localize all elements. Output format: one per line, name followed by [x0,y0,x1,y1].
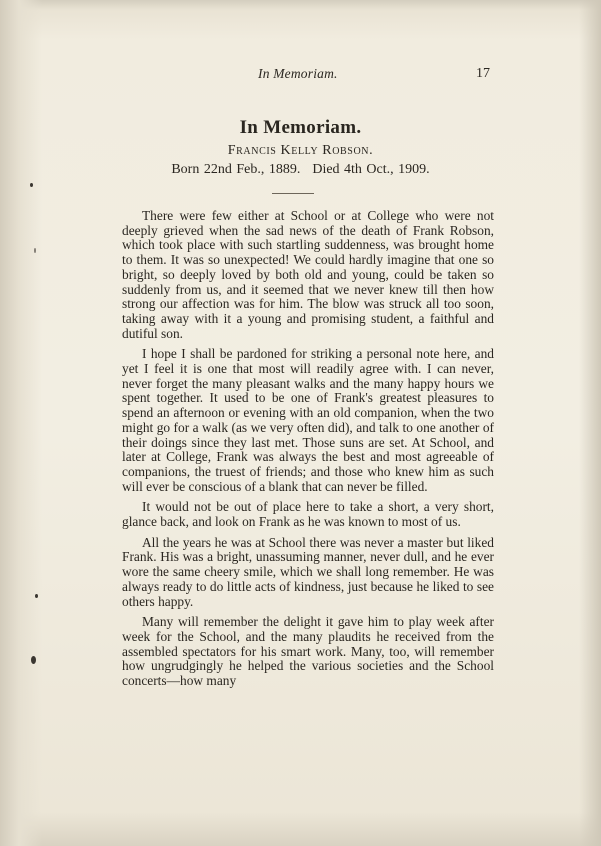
page-header [0,66,601,86]
ink-speck [34,248,36,253]
paragraph-4: All the years he was at School there was never a master but liked Frank. His was a bright, unassuming manner, never dull, and he ever wore the same cheery smile, which we shall long remember. He was always ready to do little acts of kindness, just because he liked to see others happy. [122,534,494,609]
page-number: 17 [476,66,490,81]
death-date: Died 4th Oct., 1909. [312,162,430,177]
ink-speck [30,183,33,187]
paragraph-2: I hope I shall be pardoned for striking a personal note here, and yet I feel it is one that most will readily agree with. I can never, never forget the many pleasant walks and the many happy hours we spent together. It used to be one of Frank's greatest pleasures to spend an afternoon or evening with an old companion, when the two might go for a walk (as we very often did), and talk to one another of their doings since they last met. Those suns are set. At School, and later at College, Frank was always the best and most agreeable of companions, the truest of friends; and those who knew him as such will ever be conscious of a blank that can never be filled. [122,346,494,494]
memorial-dates [0,162,601,178]
article-body [122,209,494,695]
paragraph-1: There were few either at School or at College who were not deeply grieved when the sad news of the death of Frank Robson, which took place with such startling suddenness, was brought home to them. It was so unexpected! We could hardly imagine that one so bright, so deeply loved by both old and young, could be taken so suddenly from us, and it seemed that we never knew till then how strong our affection was for him. The blow was struck all too soon, taking away with it a young and promising student, a faithful and dutiful son. [122,208,494,341]
section-rule [272,193,314,194]
paragraph-3: It would not be out of place here to take a short, a very short, glance back, and look on Frank as he was known to most of us. [122,499,494,530]
paragraph-5: Many will remember the delight it gave him to play week after week for the School, and the many plaudits he received from the assembled spectators for his smart work. Many, too, will remember how ungrudgingly he helped the various societies and the School concerts—how many [122,614,494,689]
ink-speck [35,594,38,598]
running-title: In Memoriam. [258,66,338,81]
memorial-title: In Memoriam. [239,117,362,138]
memorial-name: Francis Kelly Robson. [227,143,374,158]
birth-date: Born 22nd Feb., 1889. [171,162,301,177]
ink-speck [31,656,36,664]
